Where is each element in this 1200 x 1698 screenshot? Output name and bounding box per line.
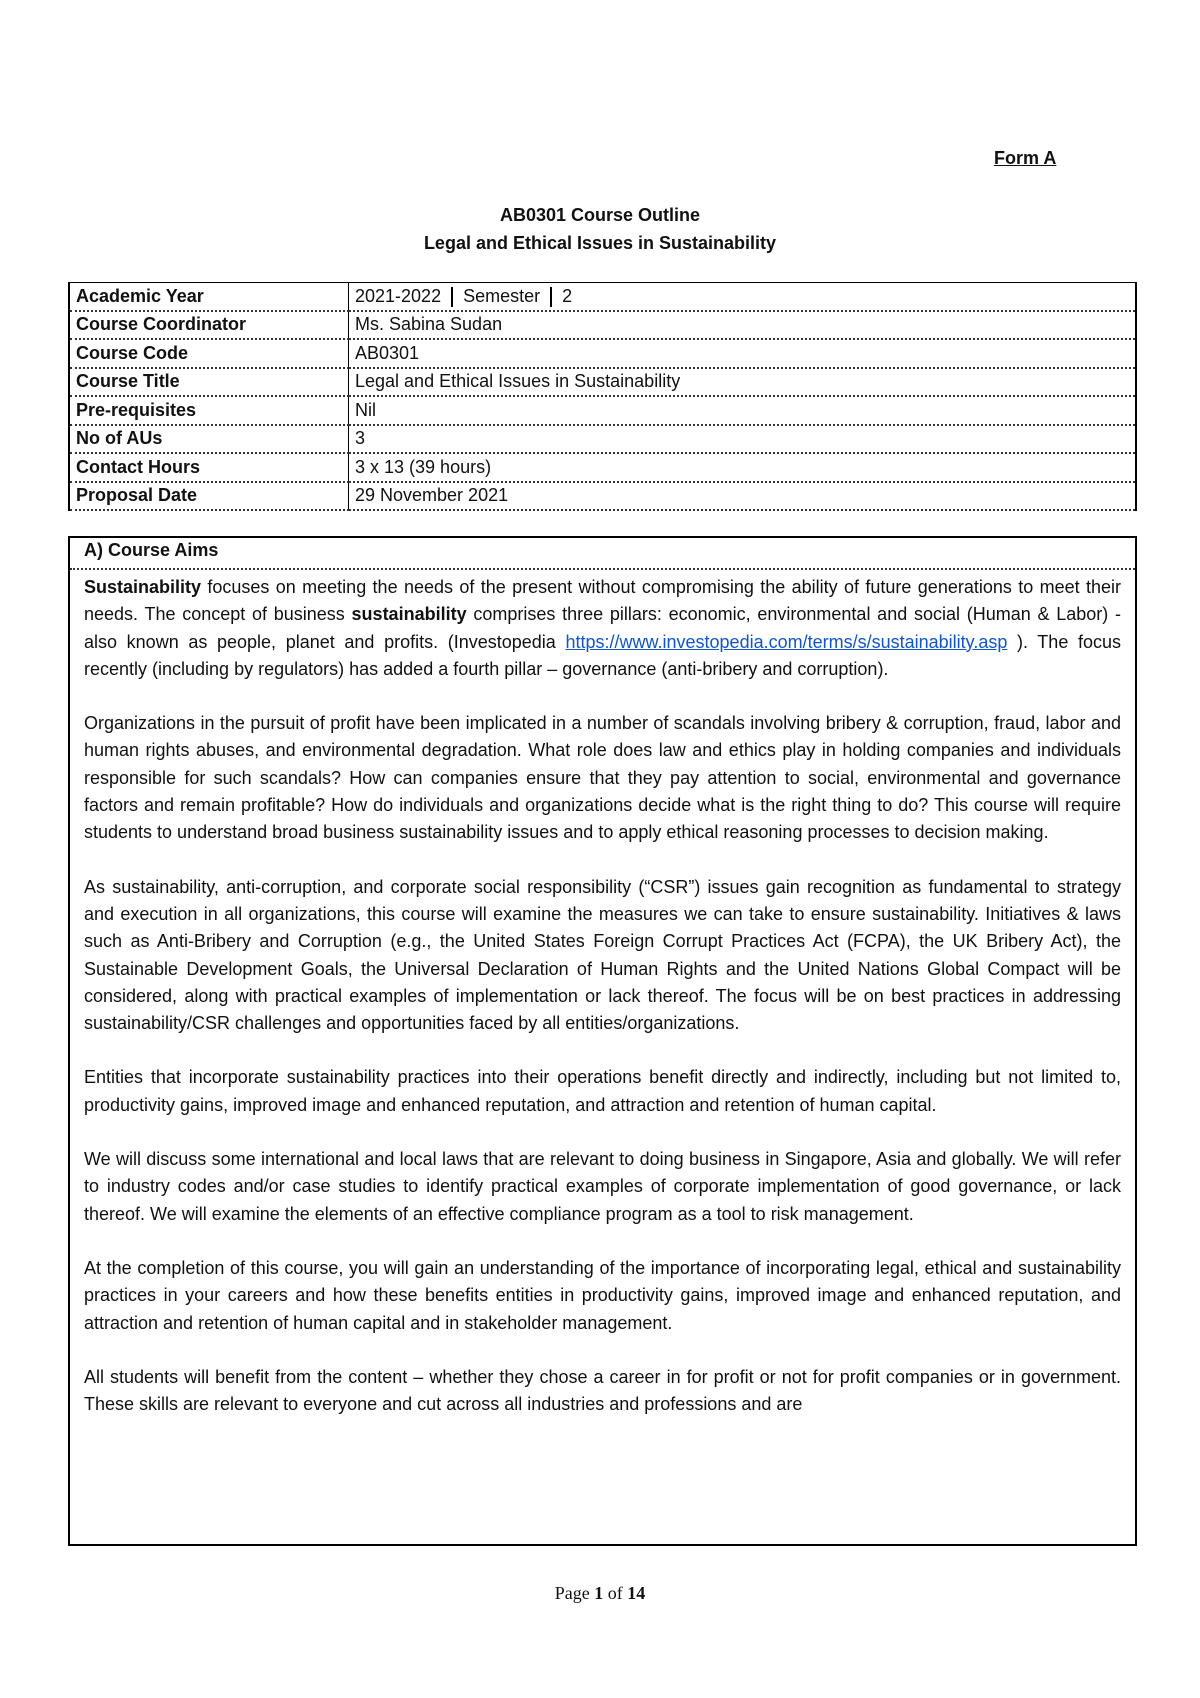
table-row	[69, 311, 1136, 340]
table-row	[69, 368, 1136, 397]
table-row	[69, 482, 1136, 511]
academic-year-label: Academic Year	[69, 283, 349, 311]
semester-label: Semester	[463, 285, 541, 306]
contact-hours-value: 3 x 13 (39 hours)	[349, 453, 1137, 482]
prerequisites-label: Pre-requisites	[69, 396, 349, 425]
table-row	[69, 425, 1136, 454]
aims-paragraph	[84, 574, 1121, 683]
proposal-date-label: Proposal Date	[69, 482, 349, 511]
of-word: of	[607, 1583, 623, 1603]
course-title-value: Legal and Ethical Issues in Sustainability	[349, 368, 1137, 397]
paragraph-text: ). The focus recently (including by regulators) has added a fourth pillar – governance (anti-bribery and corruption).	[84, 631, 1121, 679]
contact-hours-label: Contact Hours	[69, 453, 349, 482]
cell-divider	[550, 287, 552, 307]
course-aims-heading: A) Course Aims	[70, 538, 1135, 570]
course-code-label: Course Code	[69, 339, 349, 368]
proposal-date-value: 29 November 2021	[349, 482, 1137, 511]
aims-paragraph: Entities that incorporate sustainability practices into their operations benefit directly and indirectly, including but not limited to, productivity gains, improved image and enhanced reputation, and attraction and retention of human capital.	[84, 1067, 1121, 1115]
form-label: Form A	[994, 148, 1057, 168]
bold-term: sustainability	[351, 604, 467, 625]
aims-paragraph: At the completion of this course, you will gain an understanding of the importance of incorporating legal, ethical and sustainability practices in your careers and how these benefits entities in productivity gains, improved image and enhanced reputation, and attraction and retention of human capital and in stakeholder management.	[84, 1257, 1121, 1333]
paragraph-text: focuses on meeting the needs of the present without compromising the ability of future generations to meet their needs. The concept of business	[84, 577, 1121, 625]
document-title: AB0301 Course Outline	[499, 205, 701, 225]
table-row	[69, 396, 1136, 425]
table-row	[69, 339, 1136, 368]
investopedia-link[interactable]: https://www.investopedia.com/terms/s/sustainability.asp	[565, 631, 1008, 652]
semester-value: 2	[562, 285, 573, 306]
table-row	[69, 283, 1136, 311]
aims-paragraph: Organizations in the pursuit of profit have been implicated in a number of scandals involving bribery & corruption, fraud, labor and human rights abuses, and environmental degradation. What role does law and ethics play in holding companies and individuals responsible for such scandals? How can companies ensure that they pay attention to social, environmental and governance factors and remain profitable? How do individuals and organizations decide what is the right thing to do? This course will require students to understand broad business sustainability issues and to apply ethical reasoning processes to decision making.	[84, 713, 1121, 843]
document-subtitle: Legal and Ethical Issues in Sustainability	[423, 233, 777, 253]
aims-paragraph: All students will benefit from the content – whether they chose a career in for profit or not for profit companies or in government. These skills are relevant to everyone and cut across all industries and professions and are	[84, 1366, 1121, 1415]
academic-year-value: 2021-2022	[355, 285, 442, 306]
aus-label: No of AUs	[69, 425, 349, 454]
page-word: Page	[554, 1583, 590, 1603]
prerequisites-value: Nil	[349, 396, 1137, 425]
aims-paragraph: As sustainability, anti-corruption, and corporate social responsibility (“CSR”) issues gain recognition as fundamental to strategy and execution in all organizations, this course will examine the measures we can take to ensure sustainability. Initiatives & laws such as Anti-Bribery and Corruption (e.g., the United States Foreign Corrupt Practices Act (FCPA), the UK Bribery Act), the Sustainable Development Goals, the Universal Declaration of Human Rights and the United Nations Global Compact will be considered, along with practical examples of implementation or lack thereof. The focus will be on best practices in addressing sustainability/CSR challenges and opportunities faced by all entities/organizations.	[84, 876, 1121, 1034]
aims-paragraph: We will discuss some international and local laws that are relevant to doing business in Singapore, Asia and globally. We will refer to industry codes and/or case studies to identify practical examples of corporate implementation of good governance, or lack thereof. We will examine the elements of an effective compliance program as a tool to risk management.	[84, 1149, 1121, 1224]
academic-year-cell	[349, 283, 1137, 311]
course-aims-body	[70, 570, 1135, 1418]
course-code-value: AB0301	[349, 339, 1137, 368]
course-title-label: Course Title	[69, 368, 349, 397]
coordinator-label: Course Coordinator	[69, 311, 349, 340]
page-number: 1	[594, 1583, 604, 1603]
page-total: 14	[627, 1583, 646, 1603]
cell-divider	[451, 287, 453, 307]
table-row	[69, 453, 1136, 482]
bold-term: Sustainability	[84, 577, 202, 597]
course-info-table	[68, 282, 1137, 511]
coordinator-value: Ms. Sabina Sudan	[349, 311, 1137, 340]
course-aims-section	[68, 536, 1137, 1546]
aus-value: 3	[349, 425, 1137, 454]
page-footer	[0, 1583, 1200, 1604]
paragraph-text: comprises three pillars: economic, environmental and social (Human & Labor) - also known as people, planet and profits. (Investopedia	[84, 604, 1121, 652]
